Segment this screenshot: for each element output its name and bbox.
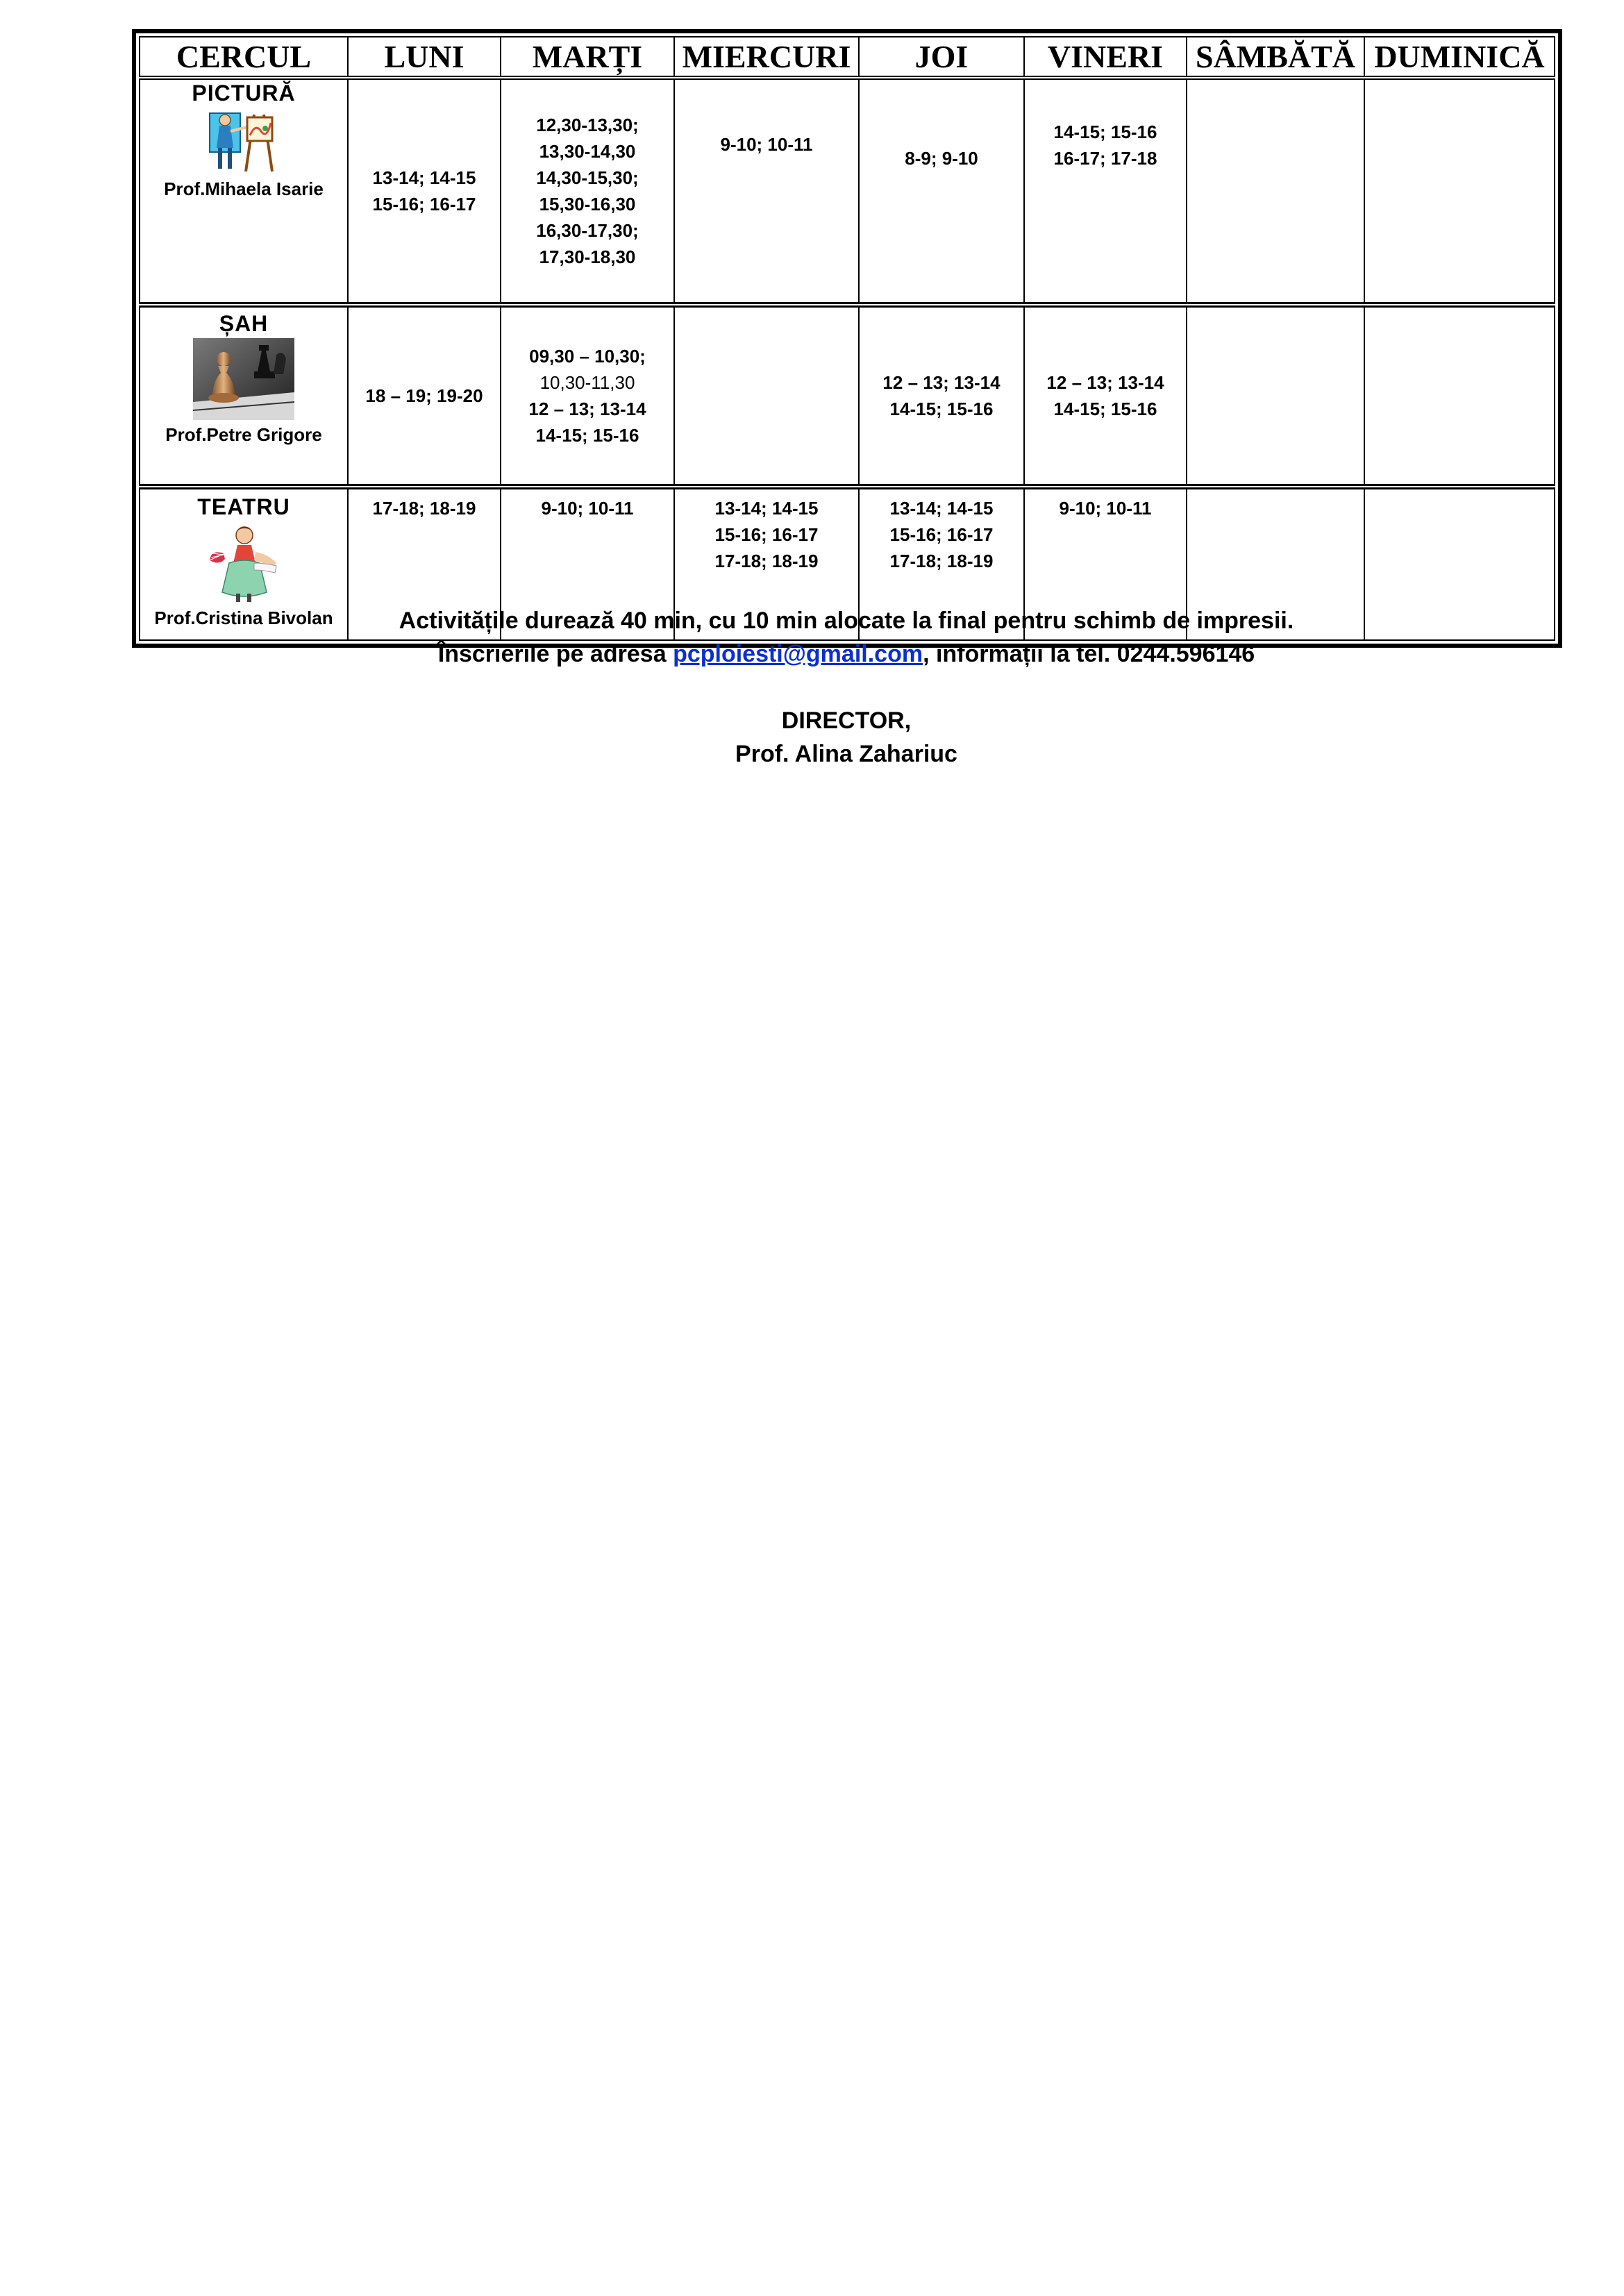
duration-note: Activitățile durează 40 min, cu 10 min alocate la final pentru schimb de impresii.: [399, 607, 1294, 634]
header-sambata: SÂMBĂTĂ: [1187, 37, 1364, 78]
circle-name: TEATRU: [197, 494, 290, 519]
actress-fan-icon: [206, 521, 282, 603]
circle-cell: [140, 78, 348, 305]
time-slot: 16,30-17,30;: [536, 220, 639, 241]
time-slot: 12 – 13; 13-14: [1046, 372, 1164, 393]
circle-cell: [140, 305, 348, 487]
sambata-cell: [1187, 78, 1364, 305]
sambata-cell: [1187, 305, 1364, 487]
vineri-cell: [1024, 305, 1187, 487]
time-slot: 15-16; 16-17: [889, 524, 994, 545]
signup-note: [139, 637, 1554, 671]
time-slot: 14,30-15,30;: [536, 167, 639, 188]
chess-pieces-icon: [193, 338, 294, 420]
header-miercuri: MIERCURI: [674, 37, 859, 78]
joi-cell: [859, 305, 1024, 487]
time-slot: 10,30-11,30: [539, 372, 635, 393]
header-marti: MARȚI: [501, 37, 674, 78]
time-slot: 12,30-13,30;: [536, 115, 639, 135]
table-row: [140, 305, 1555, 487]
teacher-name: Prof.Petre Grigore: [165, 424, 322, 445]
time-slot: 13,30-14,30: [539, 141, 636, 162]
luni-cell: [348, 78, 501, 305]
time-slot: 17,30-18,30: [539, 246, 636, 267]
joi-cell: [859, 78, 1024, 305]
circle-name: ȘAH: [219, 311, 269, 336]
time-slot: 17-18; 18-19: [714, 551, 819, 571]
signup-prefix: Înscrierile pe adresa: [437, 641, 673, 667]
email-link[interactable]: pcploiesti@gmail.com: [673, 641, 923, 667]
vineri-cell: [1024, 78, 1187, 305]
header-luni: LUNI: [348, 37, 501, 78]
header-duminica: DUMINICĂ: [1364, 37, 1555, 78]
notes-block: [139, 604, 1554, 771]
marti-cell: [501, 305, 674, 487]
time-slot: 13-14; 14-15: [372, 167, 476, 188]
painter-easel-icon: [206, 108, 282, 174]
time-slot: 14-15; 15-16: [889, 399, 994, 419]
time-slot: 9-10; 10-11: [541, 498, 634, 519]
time-slot: 8-9; 9-10: [905, 148, 978, 169]
signature-name: Prof. Alina Zahariuc: [735, 741, 957, 767]
header-vineri: VINERI: [1024, 37, 1187, 78]
time-slot: 14-15; 15-16: [535, 425, 639, 446]
miercuri-cell: [674, 305, 859, 487]
header-row: [140, 37, 1555, 78]
time-slot: 13-14; 14-15: [889, 498, 994, 519]
miercuri-cell: [674, 78, 859, 305]
time-slot: 15-16; 16-17: [714, 524, 819, 545]
time-slot: 14-15; 15-16: [1053, 121, 1157, 142]
time-slot: 13-14; 14-15: [714, 498, 819, 519]
time-slot: 17-18; 18-19: [889, 551, 994, 571]
schedule-table: [139, 36, 1555, 641]
duminica-cell: [1364, 305, 1555, 487]
time-slot: 18 – 19; 19-20: [365, 385, 483, 406]
time-slot: 15-16; 16-17: [372, 194, 476, 215]
time-slot: 12 – 13; 13-14: [882, 372, 1001, 393]
teacher-name: Prof.Cristina Bivolan: [154, 607, 333, 628]
duminica-cell: [1364, 78, 1555, 305]
luni-cell: [348, 305, 501, 487]
time-slot: 12 – 13; 13-14: [528, 399, 646, 419]
marti-cell: [501, 78, 674, 305]
signature-role: DIRECTOR,: [781, 707, 912, 734]
time-slot: 16-17; 17-18: [1053, 148, 1157, 169]
time-slot: 14-15; 15-16: [1053, 399, 1157, 419]
table-row: [140, 78, 1555, 305]
time-slot: 9-10; 10-11: [720, 134, 813, 155]
header-joi: JOI: [859, 37, 1024, 78]
header-cercul: CERCUL: [140, 37, 348, 78]
signup-suffix: , informații la tel. 0244.596146: [923, 641, 1255, 667]
time-slot: 9-10; 10-11: [1059, 498, 1152, 519]
teacher-name: Prof.Mihaela Isarie: [164, 178, 324, 199]
time-slot: 09,30 – 10,30;: [529, 346, 646, 367]
time-slot: 17-18; 18-19: [372, 498, 476, 519]
time-slot: 15,30-16,30: [539, 194, 636, 215]
circle-name: PICTURĂ: [192, 81, 296, 106]
